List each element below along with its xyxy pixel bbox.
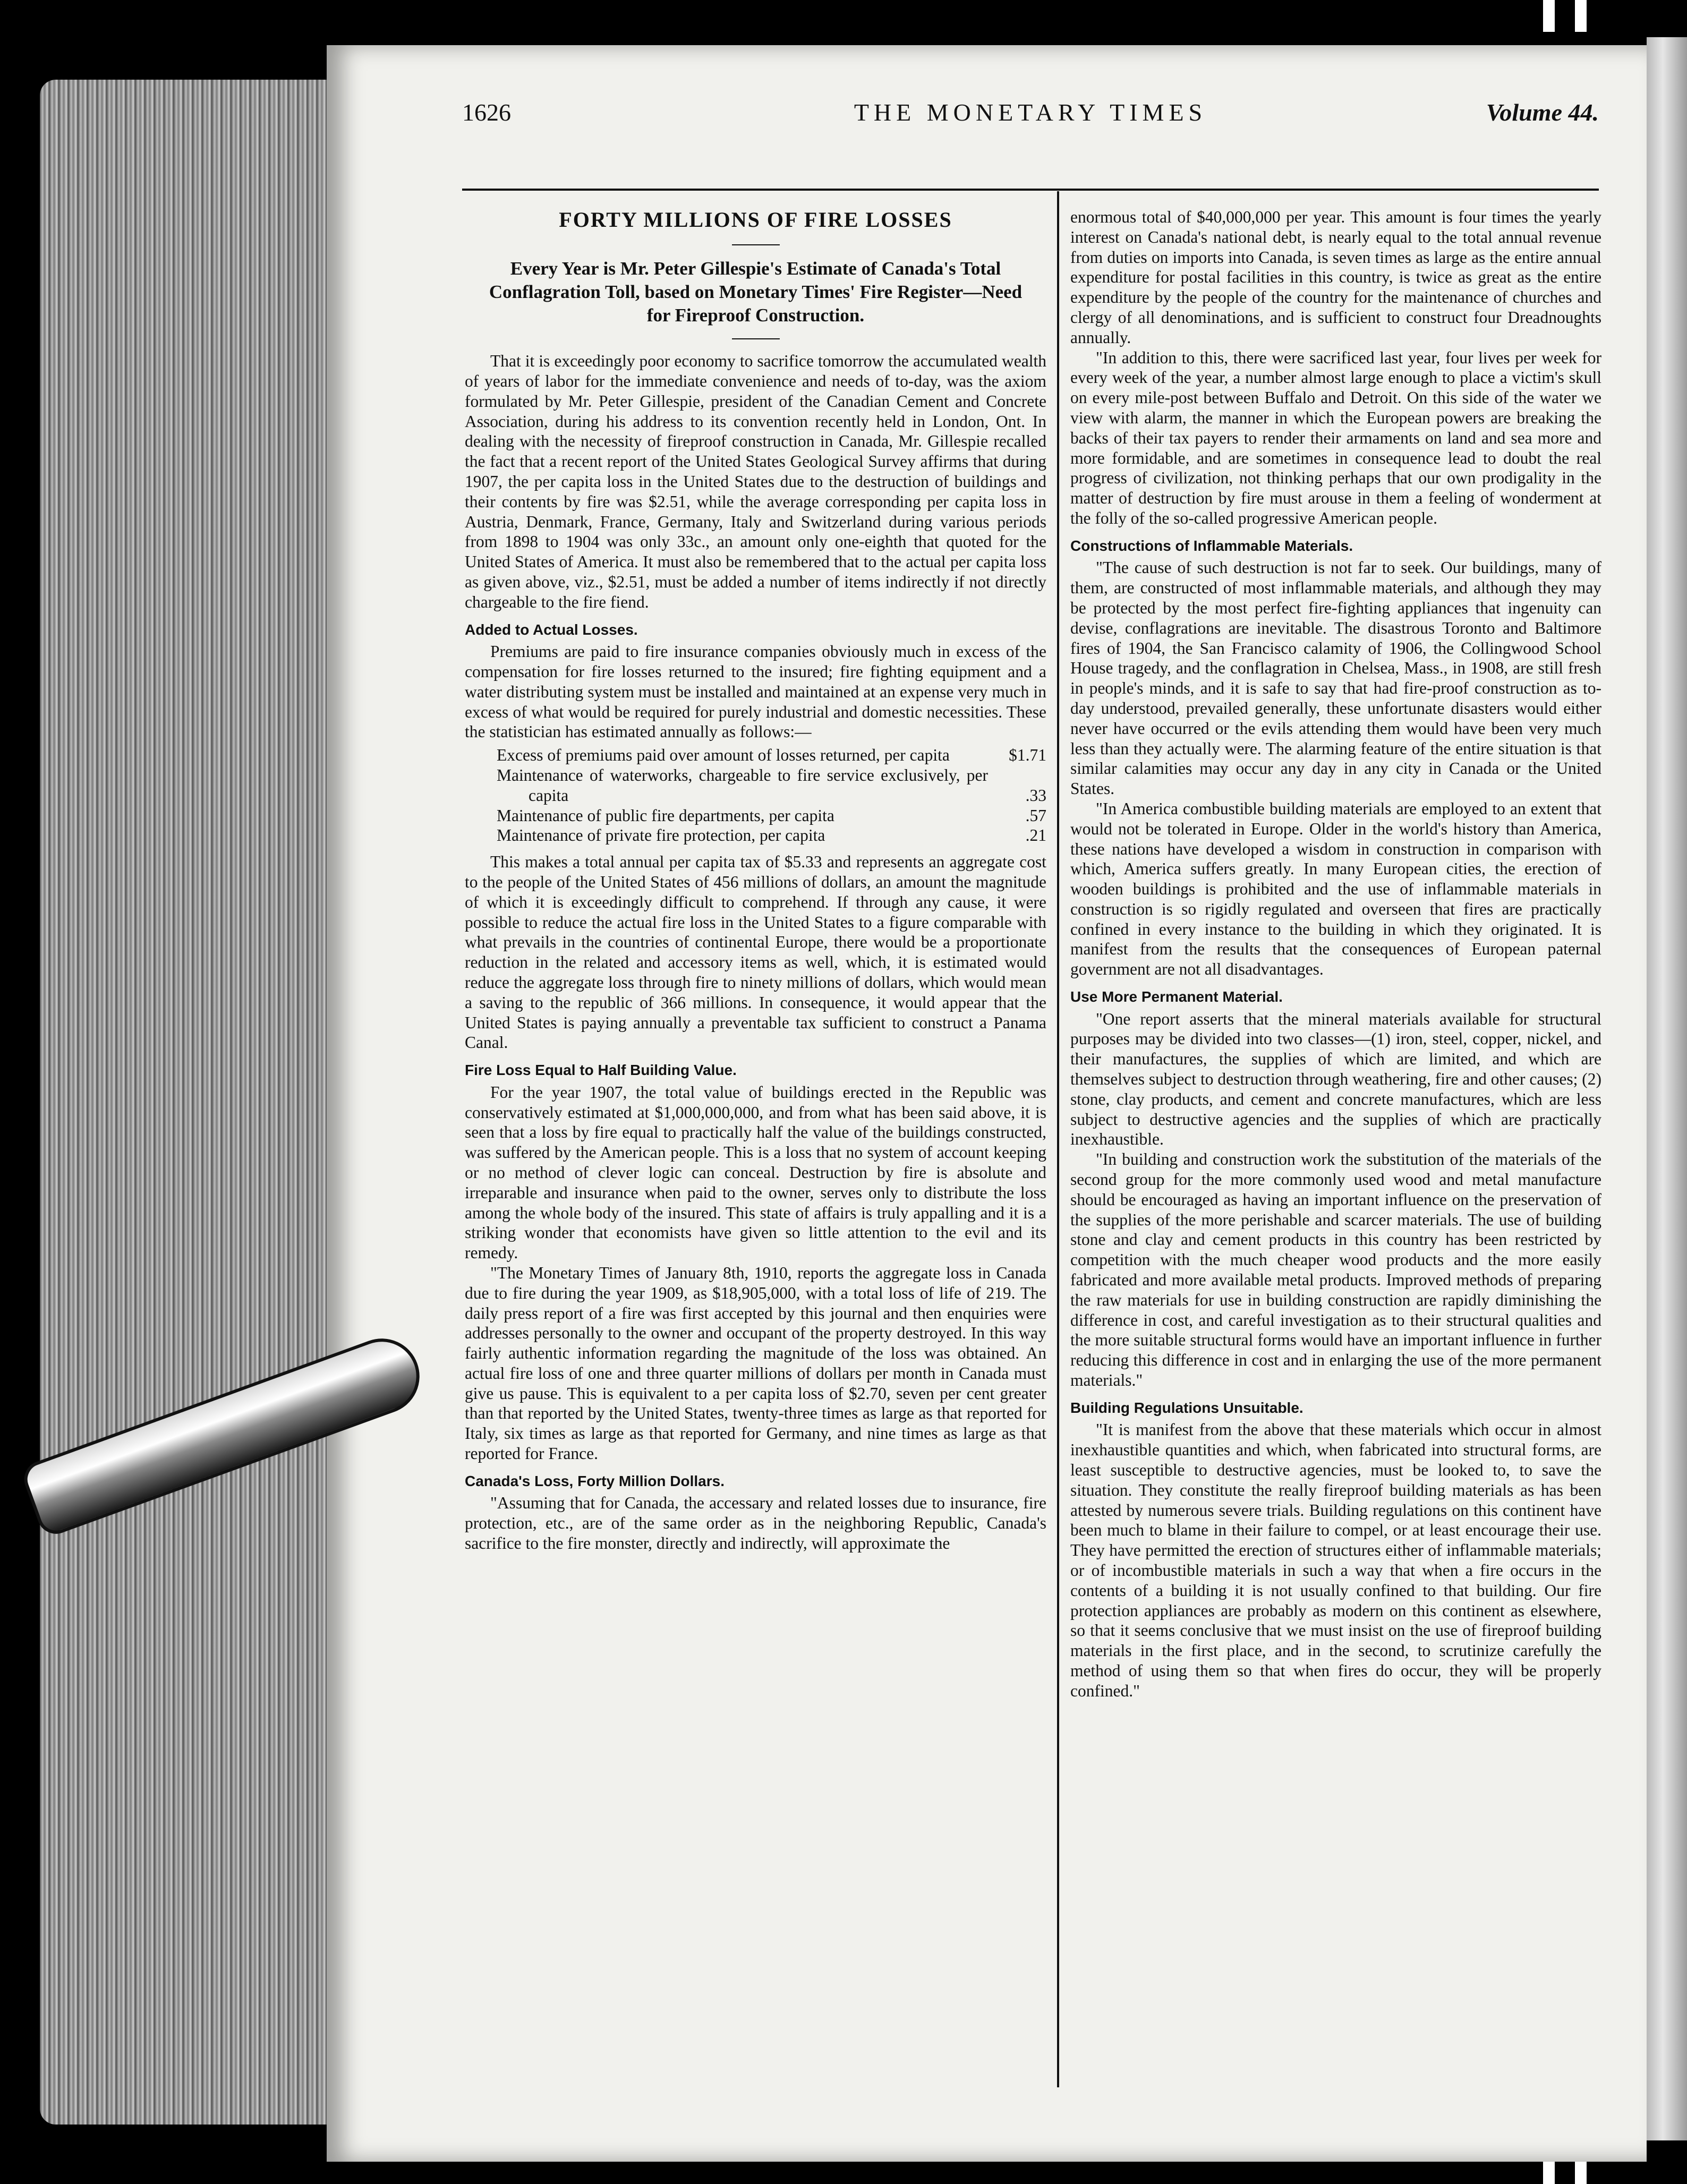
section-heading: Building Regulations Unsuitable. xyxy=(1070,1399,1303,1416)
column-right xyxy=(1070,207,1601,2098)
paragraph: For the year 1907, the total value of buildings erected in the Republic was conservatively estimated at $1,000,000,000, and from what has been said above, it is seen that a loss by fire equal to practically half the value of the buildings constructed, was suffered by the American people. This is a loss that no system of account keeping or no method of clever logic can conceal. Destruction by fire is absolute and irreparable and insurance when paid to the owner, serves only to distribute the loss among the whole body of the insured. This state of affairs is truly appalling and it is a striking wonder that economists have given so little attention to the evil and its remedy. xyxy=(465,1082,1046,1262)
column-left xyxy=(465,202,1046,2093)
cost-item xyxy=(497,825,1046,846)
paragraph: "In addition to this, there were sacrificed last year, four lives per week for every week of the year, a number almost large enough to place a victim's skull on every mile-post between Buffalo and Detroit. On this side of the water we view with alarm, the manner in which the European powers are breaking the backs of their tax payers to render their armaments on land and sea more and more formidable, and are sometimes in consequence lead to doubt the real progress of civilization, not thinking perhaps that our own prodigality in the matter of destruction by fire must arouse in them a feeling of wonderment at the folly of the so-called progressive American people. xyxy=(1070,348,1601,527)
masthead: THE MONETARY TIMES xyxy=(854,99,1207,126)
paragraph: "In building and construction work the substitution of the materials of the second group for the more commonly used wood and metal manufacture should be encouraged as having an important influence on the preservation of the supplies of the more perishable and scarcer materials. The use of building stone and clay and cement products in this country has been restricted by competition with the much cheaper wood products and the more easily fabricated and more available metal products. Improved methods of preparing the raw materials for use in building construction are rapidly diminishing the difference in cost, and careful investigation as to their structural qualities and the more suitable structural forms would have an important influence in further reducing this difference in cost and in enlarging the use of the more permanent materials." xyxy=(1070,1150,1601,1390)
section-heading: Constructions of Inflammable Materials. xyxy=(1070,537,1353,554)
cost-item-value: .21 xyxy=(1025,826,1046,845)
volume-label: Volume 44. xyxy=(1486,99,1599,126)
paragraph: This makes a total annual per capita tax of $5.33 and represents an aggregate cost to the people of the United States of 456 millions of dollars, an amount the magnitude of which it is exceedingly difficult to comprehend. If through any cause, it were possible to reduce the actual fire loss in the United States to a figure comparable with what prevails in the countries of continental Europe, there would be a proportionate reduction in the related and accessory items as well, which, it is estimated would reduce the aggregate loss through fire to ninety millions of dollars, which would mean a saving to the republic of 366 millions. In consequence, it would appear that the United States is paying annually a preventable tax sufficient to construct a Panama Canal. xyxy=(465,852,1046,1052)
cost-item-label: Excess of premiums paid over amount of losses returned, per capita xyxy=(497,746,950,765)
cost-item-label: Maintenance of private fire protection, per capita xyxy=(497,826,825,845)
section-heading: Canada's Loss, Forty Million Dollars. xyxy=(465,1472,725,1489)
paragraph: "One report asserts that the mineral materials available for structural purposes may be divided into two classes—(1) iron, steel, copper, nickel, and their manufactures, the supplies of which are limited, and which are themselves subject to destruction through weathering, fire and other causes; (2) stone, clay products, and cement and concrete manufactures, which are less subject to destructive agencies and the supplies of which are practically inexhaustible. xyxy=(1070,1009,1601,1149)
page-number: 1626 xyxy=(462,99,511,126)
cost-item xyxy=(497,765,1046,806)
subtitle-rule xyxy=(732,338,780,339)
cost-item-value: .33 xyxy=(1025,786,1046,805)
cost-item xyxy=(497,745,1046,765)
book-page-edges xyxy=(40,80,327,2125)
paragraph: "Assuming that for Canada, the accessary and related losses due to insurance, fire protection, etc., are of the same order as in the neighboring Republic, Canada's sacrifice to the fire monster, directly and indirectly, will approximate the xyxy=(465,1494,1046,1553)
paragraph: "The cause of such destruction is not far to seek. Our buildings, many of them, are constructed of most inflammable materials, and although they may be protected by the most perfect fire-fighting appliances that ingenuity can devise, conflagrations are inevitable. The disastrous Toronto and Baltimore fires of 1904, the San Francisco calamity of 1906, the Collingwood School House tragedy, and the conflagration in Chelsea, Mass., in 1908, are still fresh in people's minds, and it is safe to say that had fire-proof construction as to-day understood, prevailed generally, these unfortunate disasters would either never have occurred or the evils attending them would have been very much less than they actually were. The alarming feature of the entire situation is that similar calamities may occur any day in any city in Canada or the United States. xyxy=(1070,558,1601,798)
cost-item-value: .57 xyxy=(1025,806,1046,825)
cost-items xyxy=(497,745,1046,846)
section-heading: Fire Loss Equal to Half Building Value. xyxy=(465,1062,737,1079)
running-header xyxy=(462,98,1599,141)
paragraph: Premiums are paid to fire insurance companies obviously much in excess of the compensation for fire losses returned to the insured; fire fighting equipment and a water distributing system must be installed and maintained at an expense very much in excess of what would be required for purely industrial and domestic necessities. These the statistician has estimated annually as follows:— xyxy=(465,642,1046,741)
next-page-edge xyxy=(1647,37,1687,2140)
scan-mark xyxy=(1543,0,1555,32)
cost-item-value: $1.71 xyxy=(1009,746,1046,765)
article-subtitle: Every Year is Mr. Peter Gillespie's Estimate of Canada's Total Conflagration Toll, based on Monetary Times' Fire Register—Need for Fireproof Construction. xyxy=(489,258,1023,326)
intro-paragraph: That it is exceedingly poor economy to sacrifice tomorrow the accumulated wealth of years of labor for the immediate convenience and needs of to-day, was the axiom formulated by Mr. Peter Gillespie, president of the Canadian Cement and Concrete Association, during his address to its convention recently held in London, Ont. In dealing with the necessity of fireproof construction in Canada, Mr. Gillespie recalled the fact that a recent report of the United States Geological Survey affirms that during 1907, the per capita loss in the United States due to the destruction of buildings and their contents by fire was $2.51, while the average corresponding per capita loss in Austria, Denmark, France, Germany, Italy and Switzerland during various periods from 1898 to 1904 was only 33c., an amount only one-eighth that quoted for the United States of America. It must also be remembered that to the actual per capita loss as given above, viz., $2.51, must be added a number of items indirectly if not directly chargeable to the fire fiend. xyxy=(465,352,1046,611)
paragraph: "The Monetary Times of January 8th, 1910, reports the aggregate loss in Canada due to fire during the year 1909, as $18,905,000, with a total loss of life of 219. The daily press report of a fire was first accepted by this journal and then enquiries were addresses personally to the owner and occupant of the property destroyed. In this way fairly authentic information regarding the magnitude of the loss was obtained. An actual fire loss of one and three quarter millions of dollars per month in Canada must give us pause. This is equivalent to a per capita loss of $2.70, seven per cent greater than that reported by the United States, twenty-three times as large as that reported for Italy, six times as large as that reported for Germany, and nine times as large as that reported for France. xyxy=(465,1263,1046,1463)
cost-item-label: Maintenance of waterworks, chargeable to fire service exclusively, per capita xyxy=(497,765,988,805)
section-heading: Use More Permanent Material. xyxy=(1070,988,1283,1005)
header-rule xyxy=(462,189,1599,191)
paragraph: enormous total of $40,000,000 per year. This amount is four times the yearly interest on Canada's national debt, is nearly equal to the total annual revenue from duties on imports into Canada, is seven times as large as the entire annual expenditure for postal facilities in this country, is twice as great as the entire expenditure by the people of the country for the maintenance of churches and clergy of all denominations, and is sufficient to construct four Dreadnoughts annually. xyxy=(1070,208,1601,347)
title-rule xyxy=(732,244,780,245)
article-title: FORTY MILLIONS OF FIRE LOSSES xyxy=(559,208,952,232)
paragraph: "It is manifest from the above that these materials which occur in almost inexhaustible quantities and which, when fabricated into structural forms, are least susceptible to destructive agencies, must be looked to, to save the situation. They constitute the really fireproof building materials as has been attested by numerous severe trials. Building regulations on this continent have been much to blame in their failure to compel, or at least encourage their use. They have permitted the erection of structures either of inflammable materials; or of incombustible materials in such a way that when a fire occurs in the contents of a building it is not usually confined to that building. Our fire protection appliances are probably as modern on this continent as elsewhere, so that it seems conclusive that we must insist on the use of fireproof building materials in the first place, and in the second, to scrutinize carefully the method of using them so that when fires do occur, they will be properly confined." xyxy=(1070,1420,1601,1700)
paragraph: "In America combustible building materials are employed to an extent that would not be tolerated in Europe. Older in the world's history than America, these nations have developed a wisdom in construction in comparison with which, America suffers greatly. In many European cities, the erection of wooden buildings is prohibited and the use of inflammable materials in construction is so rigidly regulated and overseen that fires are practically confined in every instance to the building in which they originated. It is manifest from the results that the consequences of European paternal government are not all disadvantages. xyxy=(1070,799,1601,979)
scan-mark xyxy=(1575,0,1587,32)
column-divider xyxy=(1057,191,1059,2087)
cost-item-label: Maintenance of public fire departments, per capita xyxy=(497,806,834,825)
section-heading: Added to Actual Losses. xyxy=(465,621,638,638)
cost-item xyxy=(497,806,1046,826)
